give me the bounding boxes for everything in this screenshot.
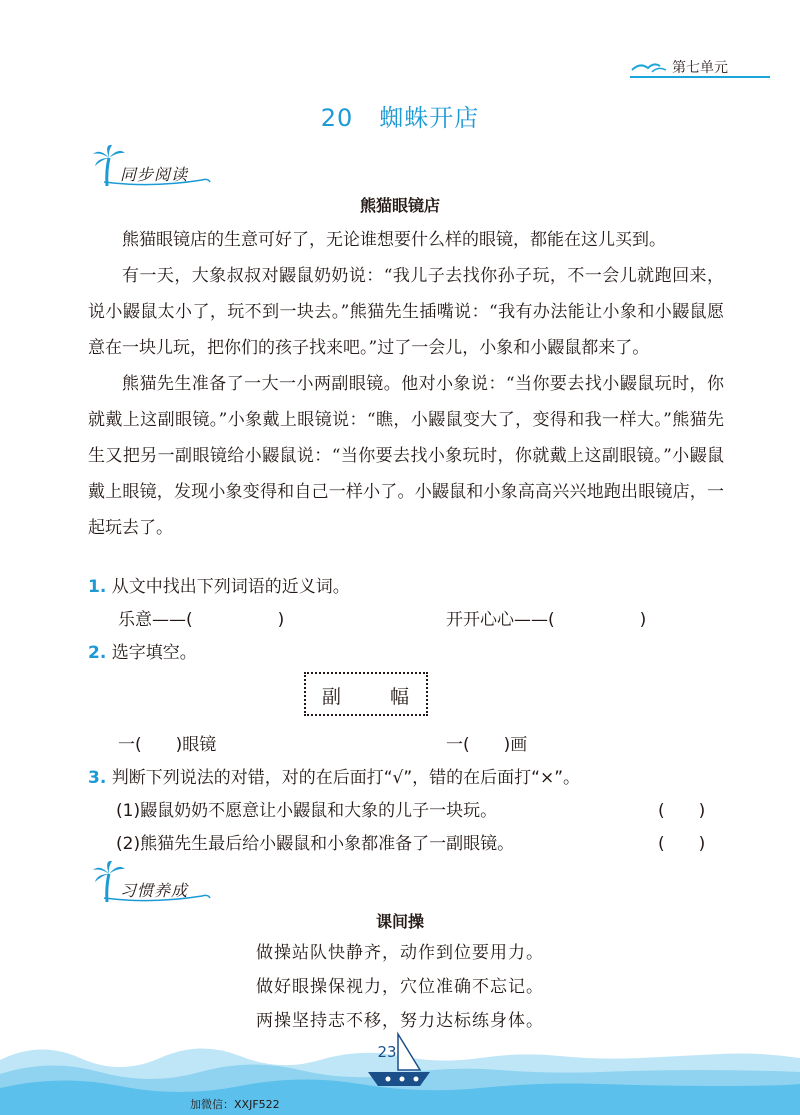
q1-blank-right[interactable]: 开开心心——( )	[446, 610, 647, 630]
choice-char: 幅	[390, 686, 410, 708]
choice-char: 副	[322, 686, 342, 708]
section-label-habits: 习惯养成	[120, 881, 189, 900]
question-number: 2.	[88, 643, 107, 663]
question-prompt: 选字填空。	[111, 643, 197, 663]
character-choice-box	[304, 672, 428, 716]
question-prompt: 判断下列说法的对错，对的在后面打“√”，错的在后面打“×”。	[111, 768, 581, 788]
poem-line: 做操站队快静齐，动作到位要用力。	[256, 943, 544, 963]
section-head-reading	[92, 150, 232, 190]
unit-tag	[630, 56, 770, 78]
swirl-underline	[102, 892, 212, 904]
footer-watermark-text: 加微信：XXJF522	[190, 1098, 280, 1111]
question-1	[88, 572, 350, 597]
judge-answer-box[interactable]: ( )	[658, 834, 706, 854]
question-number: 1.	[88, 577, 107, 597]
judge-item: (1)鼹鼠奶奶不愿意让小鼹鼠和大象的儿子一块玩。	[116, 801, 498, 821]
poem-line: 两操坚持志不移，努力达标练身体。	[256, 1011, 544, 1031]
bird-icon	[630, 60, 670, 74]
question-3	[88, 763, 580, 788]
question-2	[88, 638, 197, 663]
q2-blank-left[interactable]: 一( )眼镜	[118, 735, 217, 755]
unit-label: 第七单元	[672, 60, 728, 76]
story-paragraph: 熊猫先生准备了一大一小两副眼镜。他对小象说：“当你要去找小鼹鼠玩时，你就戴上这副眼镜。”小象戴上眼镜说：“瞧，小鼹鼠变大了，变得和我一样大。”熊猫先生又把另一副眼镜给小鼹鼠说：“当你要去找小象玩时，你就戴上这副眼镜。”小鼹鼠戴上眼镜，发现小象变得和自己一样小了。小鼹鼠和小象高高兴兴地跑出眼镜店，一起玩去了。	[88, 374, 724, 538]
swirl-underline	[102, 176, 212, 188]
poem-line: 做好眼操保视力，穴位准确不忘记。	[256, 977, 544, 997]
question-number: 3.	[88, 768, 107, 788]
story-paragraph: 有一天，大象叔叔对鼹鼠奶奶说：“我儿子去找你孙子玩，不一会儿就跑回来，说小鼹鼠太小了，玩不到一块去。”熊猫先生插嘴说：“我有办法能让小象和小鼹鼠愿意在一块儿玩，把你们的孩子找来吧。”过了一会儿，小象和小鼹鼠都来了。	[88, 266, 724, 358]
poem-title: 课间操	[375, 912, 424, 931]
q1-blank-left[interactable]: 乐意——( )	[118, 610, 285, 630]
section-head-habits	[92, 866, 232, 906]
lesson-number: 20	[320, 104, 354, 132]
lesson-title	[0, 98, 800, 133]
story-text	[88, 222, 724, 546]
story-title: 熊猫眼镜店	[359, 196, 440, 215]
judge-answer-box[interactable]: ( )	[658, 801, 706, 821]
question-prompt: 从文中找出下列词语的近义词。	[111, 577, 350, 597]
section-label-reading: 同步阅读	[120, 165, 189, 184]
lesson-name: 蜘蛛开店	[379, 104, 480, 132]
story-paragraph: 熊猫眼镜店的生意可好了，无论谁想要什么样的眼镜，都能在这儿买到。	[122, 230, 666, 250]
judge-item: (2)熊猫先生最后给小鼹鼠和小象都准备了一副眼镜。	[116, 834, 515, 854]
q2-blank-right[interactable]: 一( )画	[446, 735, 528, 755]
page-number: 23	[377, 1043, 397, 1061]
unit-underline	[630, 76, 770, 78]
